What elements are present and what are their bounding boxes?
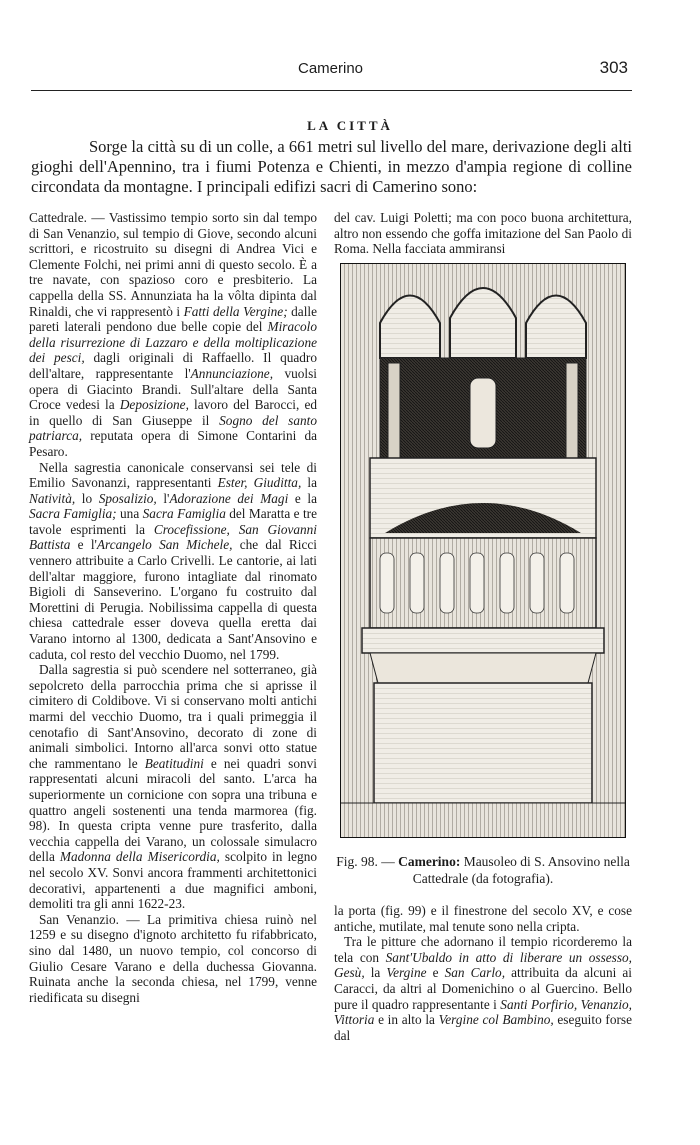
- paragraph-porta: la porta (fig. 99) e il finestrone del secolo XV, e cose antiche, mutilate, mal tenute sono nella cripta.: [334, 903, 632, 934]
- twisted-column: [566, 363, 578, 458]
- text: — La primitiva chiesa ruinò nel 1259 e su disegno d'ignoto architetto fu rifabbricato, sino dal 1480, un nuovo tempio, col concorso di Giulio Cesare Varano e della duchessa Giovanna. Ruinata anche la seconda chiesa, nel 1799, venne riedificata su disegni: [29, 911, 317, 1005]
- text: reputata opera di Simone Contarini da Pesaro.: [29, 428, 317, 459]
- text: e in alto la: [374, 1012, 439, 1028]
- italic-text: Santi Porfirio, Venanzio, Vittoria: [334, 996, 632, 1028]
- italic-text: Madonna della Misericordia,: [59, 849, 220, 865]
- altar-cloth: [370, 653, 596, 683]
- heading-san-venanzio: San Venanzio.: [39, 911, 119, 927]
- text: eseguito forse dal: [334, 1012, 632, 1043]
- italic-text: Arcangelo San Michele,: [96, 537, 233, 553]
- text: dagli originali di Raffaello. Il quadro dell'altare, rappresentante l': [29, 350, 317, 381]
- figure-caption: [334, 853, 632, 887]
- text: lo: [75, 490, 99, 506]
- italic-text: Vergine col Bambino,: [438, 1012, 554, 1028]
- altar-base: [374, 683, 592, 803]
- text: del Maratta e tre tavole esprimenti la: [29, 506, 317, 537]
- paragraph-continuation: del cav. Luigi Poletti; ma con poco buona architettura, altro non essendo che goffa imitazione del San Paolo di Roma. Nella facciata ammiransi: [334, 210, 632, 257]
- italic-text: Vergine: [386, 965, 427, 981]
- italic-text: Sacra Famiglia;: [29, 506, 117, 522]
- italic-text: Fatti della Vergine;: [183, 303, 288, 319]
- heading-cattedrale: Cattedrale.: [29, 210, 87, 225]
- text: la: [364, 965, 387, 981]
- italic-text: Annunciazione,: [190, 365, 274, 381]
- intro-paragraph: Sorge la città su di un colle, a 661 metri sul livello del mare, derivazione degli alti gioghi dell'Apennino, tra i fiumi Potenza e Chienti, in mezzo d'ampia regione di colline circondata da montagne. I principali edifizi sacri di Camerino sono:: [31, 137, 632, 196]
- text: Dalla sagrestia si può scendere nel sotterraneo, già sepolcreto della parrocchia prima che si aprisse il cimitero di Coldibove. Vi si conservano molti antichi marmi del vecchio Duomo, tra i quali primeggia il cenotafio di Sant'Ansovino, decorato di zone di animali simbolici. Intorno all'arca sonvi otto statue che rammentano le: [29, 662, 317, 771]
- paragraph-cripta: [29, 662, 317, 912]
- cornice: [362, 628, 604, 653]
- text: l': [156, 490, 170, 506]
- right-column-bottom: [334, 903, 632, 1043]
- text: scolpito in legno nel secolo XV. Sonvi ancora frammenti architettonici decorativi, appartenenti a due magnifici amboni, demoliti tra gli anni 1622-23.: [29, 849, 318, 912]
- floor-steps: [340, 803, 626, 838]
- text: Tra le pitture che adornano il tempio ricorderemo la tela con: [334, 934, 632, 965]
- left-column: [29, 210, 317, 1005]
- text: — Vastissimo tempio sorto sin dal tempo di San Venanzio, sul tempio di Giove, secondo alcuni scrittori, e ricostruito su disegni di Andrea Vici e Clemente Folchi, nei primi anni di questo secolo. È a tre navate, con spazioso coro e presbiterio. La cappella della SS. Annunziata ha la vôlta dipinta dal Rinaldi, che vi rappresentò i: [29, 210, 317, 319]
- italic-text: Adorazione dei Magi: [169, 490, 289, 506]
- section-title: LA CITTÀ: [307, 118, 393, 133]
- text: che dal Ricci vennero attribuite a Carlo Crivelli. Le cantorie, ai lati dell'altar maggiore, furono intagliate dal rinomato Bigioli di Sanseverino. L'organo fu costruito dal Morettini di Perugia. Nobilissima cappella di questa chiesa cattedrale esser doveva quella eretta dai Varano intorno al 1300, dedicata a Sant'Ansovino e caduta, col resto del vecchio Duomo, nel 1799.: [29, 537, 318, 662]
- text: dalle pareti laterali pendono due belle copie del: [29, 303, 318, 335]
- italic-text: Sant'Ubaldo in atto di liberare un ossesso, Gesù,: [334, 949, 632, 981]
- paragraph-pitture: [334, 934, 632, 1043]
- twisted-column: [388, 363, 400, 458]
- italic-text: Sacra Famiglia: [142, 506, 226, 522]
- text: e la: [288, 490, 317, 506]
- text: una: [116, 506, 143, 522]
- paragraph-san-venanzio: [29, 912, 317, 1006]
- italic-text: Miracolo della risurrezione di Lazzaro e della moltiplicazione dei pesci,: [29, 319, 317, 366]
- running-header: [278, 58, 628, 80]
- figure-mausoleum-engraving: [340, 263, 626, 838]
- header-title: Camerino: [298, 60, 364, 77]
- header-rule: [31, 90, 632, 91]
- caption-label: Fig. 98. —: [336, 854, 395, 869]
- text: Nella sagrestia canonicale conservansi sei tele di Emilio Savonanzi, rappresentanti: [29, 459, 317, 491]
- text: e l': [70, 537, 97, 553]
- italic-text: Ester, Giuditta,: [217, 475, 302, 491]
- paragraph-sagrestia: [29, 460, 317, 663]
- caption-place: Camerino:: [398, 854, 461, 869]
- page-number: 303: [599, 58, 628, 77]
- text: vuolsi opera di Giacinto Brandi. Sull'altare della Santa Croce vedesi la: [29, 365, 317, 413]
- central-statue: [470, 378, 496, 448]
- right-column-top: [334, 210, 632, 257]
- text: la: [301, 475, 317, 491]
- mausoleum-illustration: [340, 263, 626, 838]
- italic-text: Crocefissione, San Giovanni Battista: [29, 521, 318, 553]
- caption-text: Mausoleo di S. Ansovino nella Cattedrale (da fotografia).: [412, 854, 630, 886]
- italic-text: Natività,: [29, 490, 76, 506]
- italic-text: Deposizione,: [119, 397, 189, 413]
- italic-text: Sogno del santo patriarca,: [29, 412, 317, 444]
- text: e: [426, 965, 445, 981]
- text: e nei quadri sonvi rappresentati alcuni miracoli del santo. L'arca ha superiormente un cornicione con sopra una tribuna e quattro angeli sostenenti una tenda marmorea (fig. 98). In questa cripta venne pure trasferito, dalla vecchia cappella dei Varano, un colossale simulacro della: [29, 755, 317, 865]
- paragraph-cattedrale: [29, 210, 317, 460]
- italic-text: Sposalizio,: [98, 490, 157, 506]
- text: attribuita da alcuni ai Caracci, da altri al Domenichino o al Guercino. Bello pure il quadro rappresentante i: [334, 965, 632, 1012]
- italic-text: Beatitudini: [144, 755, 204, 771]
- italic-text: San Carlo,: [444, 965, 506, 981]
- text: lavoro del Barocci, ed in quello di San Giuseppe il: [29, 397, 317, 428]
